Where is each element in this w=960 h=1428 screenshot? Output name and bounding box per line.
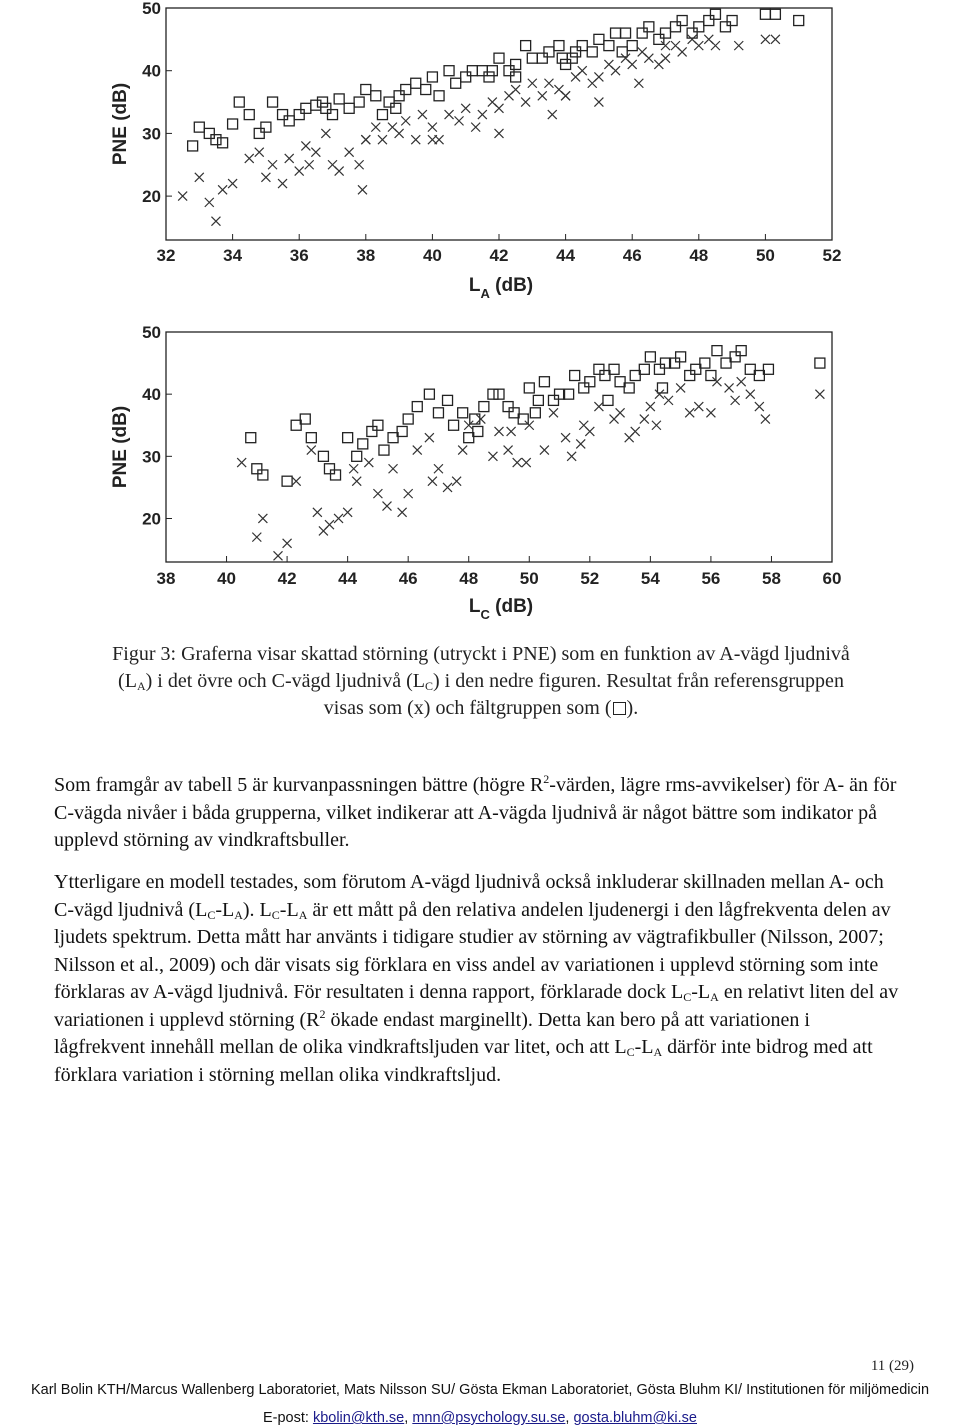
x-point [661, 54, 670, 63]
x-point [725, 383, 734, 392]
square-point [770, 9, 780, 19]
x-point [549, 408, 558, 417]
x-point [371, 123, 380, 132]
square-point [301, 103, 311, 113]
square-point [585, 377, 595, 387]
square-point [621, 28, 631, 38]
x-point [631, 427, 640, 436]
caption-line-3: visas som (x) och fältgruppen som ( ). [323, 697, 639, 719]
x-point [285, 154, 294, 163]
x-tick-label: 42 [277, 569, 297, 588]
x-tick-label: 48 [459, 569, 479, 588]
x-point [364, 458, 373, 467]
x-point [676, 383, 685, 392]
y-axis-label: PNE (dB) [110, 405, 131, 489]
x-tick-label: 50 [519, 569, 539, 588]
x-point [616, 408, 625, 417]
x-tick-label: 58 [761, 569, 781, 588]
square-point [444, 66, 454, 76]
x-point [413, 446, 422, 455]
square-point [433, 408, 443, 418]
x-point [401, 116, 410, 125]
x-point [261, 173, 270, 182]
page-number: 11 (29) [870, 1358, 914, 1374]
square-point [261, 122, 271, 132]
square-point [204, 128, 214, 138]
x-point [178, 192, 187, 201]
square-point [815, 358, 825, 368]
square-point [412, 402, 422, 412]
x-point [292, 477, 301, 486]
square-point [379, 445, 389, 455]
x-point [594, 402, 603, 411]
square-point [760, 9, 770, 19]
plot-frame [166, 332, 832, 562]
x-tick-label: 38 [356, 246, 376, 265]
square-point [294, 110, 304, 120]
square-point [254, 128, 264, 138]
square-point [557, 53, 567, 63]
x-point [378, 135, 387, 144]
x-point [313, 508, 322, 517]
square-point [594, 34, 604, 44]
x-point [361, 135, 370, 144]
y-tick-label: 40 [142, 385, 161, 405]
x-point [521, 98, 530, 107]
square-point [211, 135, 221, 145]
square-point [554, 41, 564, 51]
page-footer [0, 1380, 960, 1428]
x-point [655, 390, 664, 399]
footer-affiliations: Karl Bolin KTH/Marcus Wallenberg Laboratoriet, Mats Nilsson SU/ Gösta Ekman Laboratoriet, Gösta Bluhm KI/ Institutionen för miljömedicin [30, 1382, 930, 1398]
x-point [634, 79, 643, 88]
square-point [530, 408, 540, 418]
x-tick-label: 36 [289, 246, 309, 265]
x-point [389, 464, 398, 473]
x-tick-label: 44 [556, 246, 576, 265]
footer-emails: E-post: kbolin@kth.se, mnn@psychology.su.se, gosta.bluhm@ki.se [262, 1410, 697, 1426]
square-point [331, 470, 341, 480]
square-point [594, 364, 604, 374]
square-point [539, 377, 549, 387]
square-point [324, 464, 334, 474]
square-point [720, 22, 730, 32]
x-point [495, 104, 504, 113]
square-point [188, 141, 198, 151]
x-point [349, 464, 358, 473]
x-tick-label: 50 [755, 246, 775, 265]
x-point [358, 185, 367, 194]
square-point [579, 383, 589, 393]
x-tick-label: 40 [422, 246, 442, 265]
square-point [244, 110, 254, 120]
square-point [354, 97, 364, 107]
square-point [644, 22, 654, 32]
x-point [398, 508, 407, 517]
x-point [815, 390, 824, 399]
square-point [571, 47, 581, 57]
x-tick-label: 40 [217, 569, 237, 588]
x-point [755, 402, 764, 411]
square-point [727, 16, 737, 26]
x-point [495, 427, 504, 436]
square-point [343, 433, 353, 443]
x-point [507, 427, 516, 436]
x-point [513, 458, 522, 467]
square-point [521, 41, 531, 51]
x-point [522, 458, 531, 467]
x-point [579, 421, 588, 430]
x-point [678, 47, 687, 56]
x-point [283, 539, 292, 548]
x-point [311, 148, 320, 157]
x-point [211, 217, 220, 226]
x-point [652, 421, 661, 430]
x-point [576, 439, 585, 448]
square-point [511, 72, 521, 82]
x-point [594, 98, 603, 107]
x-point [455, 116, 464, 125]
x-point [761, 415, 770, 424]
square-point [321, 103, 331, 113]
x-point [195, 173, 204, 182]
square-point [461, 72, 471, 82]
x-point [228, 179, 237, 188]
square-point [710, 9, 720, 19]
x-point [268, 160, 277, 169]
x-point [567, 452, 576, 461]
x-point [418, 110, 427, 119]
square-point [311, 100, 321, 110]
x-point [305, 160, 314, 169]
x-point [252, 533, 261, 542]
square-point [694, 22, 704, 32]
x-tick-label: 60 [822, 569, 842, 588]
x-point [205, 198, 214, 207]
square-point [391, 103, 401, 113]
chart-svg-lc [0, 325, 960, 625]
x-point [578, 66, 587, 75]
x-tick-label: 46 [398, 569, 418, 588]
x-tick-label: 46 [622, 246, 642, 265]
scatter-chart-la [0, 0, 960, 300]
x-point [661, 41, 670, 50]
email-link-kbolin[interactable]: kbolin@kth.se [312, 1410, 405, 1426]
x-point [345, 148, 354, 157]
square-point [479, 402, 489, 412]
x-tick-label: 56 [701, 569, 721, 588]
x-point [255, 148, 264, 157]
square-point [373, 420, 383, 430]
square-point [424, 389, 434, 399]
x-point [488, 452, 497, 461]
x-tick-label: 34 [223, 246, 243, 265]
square-point [685, 371, 695, 381]
square-point [561, 59, 571, 69]
square-point [367, 426, 377, 436]
y-tick-label: 20 [142, 187, 161, 207]
square-point [421, 85, 431, 95]
y-axis-label: PNE (dB) [110, 82, 131, 166]
x-point [428, 123, 437, 132]
x-point [495, 129, 504, 138]
square-point [627, 41, 637, 51]
x-point [548, 110, 557, 119]
square-point [282, 476, 292, 486]
square-point [487, 66, 497, 76]
square-point [234, 97, 244, 107]
x-point [352, 477, 361, 486]
square-point [676, 352, 686, 362]
x-point [434, 464, 443, 473]
square-point [194, 122, 204, 132]
square-point [704, 16, 714, 26]
x-axis-label: $L_A$ (dB) [468, 275, 534, 300]
square-point [434, 91, 444, 101]
x-point [771, 35, 780, 44]
square-point [358, 439, 368, 449]
square-point [344, 103, 354, 113]
x-point [411, 135, 420, 144]
square-point [488, 389, 498, 399]
square-point [611, 28, 621, 38]
square-point [384, 97, 394, 107]
y-tick-label: 20 [142, 509, 161, 529]
x-point [594, 72, 603, 81]
x-tick-label: 44 [338, 569, 358, 588]
caption-line-2: $(L_A)$ i det övre och C-vägd ljudnivå $(L_C)$ i den nedre figuren. Resultat från referensgruppen [118, 670, 844, 693]
x-point [325, 520, 334, 529]
square-point [587, 47, 597, 57]
square-point [548, 395, 558, 405]
x-point [664, 396, 673, 405]
square-point [567, 53, 577, 63]
x-point [640, 415, 649, 424]
square-point [670, 22, 680, 32]
x-point [538, 91, 547, 100]
x-point [458, 446, 467, 455]
y-tick-label: 30 [142, 124, 161, 144]
x-point [237, 458, 246, 467]
square-point [467, 66, 477, 76]
x-point [464, 421, 473, 430]
x-point [611, 66, 620, 75]
square-point [401, 85, 411, 95]
square-point [544, 47, 554, 57]
x-point [395, 129, 404, 138]
x-point [301, 141, 310, 150]
x-point [561, 91, 570, 100]
x-tick-label: 52 [580, 569, 600, 588]
paragraph-2: Ytterligare en modell testades, som förutom A-vägd ljudnivå också inkluderar skillnaden mellan A- och C-vägd ljudnivå $(L_C-L_A)$. $L_C-L_A$ är ett mått på den relativa andelen ljudenergi i den lågfrekventa delen av ljudets spektrum. Detta mått har använts i tidigare studier av störning av vägtrafikbuller (Nilsson, 2007; Nilsson et al., 2009) och där visats sig förklara en viss andel av variationen i upplevd störning som inte förklaras av A-vägd ljudnivå. För resultaten i denna rapport, förklarade dock $L_C-L_A$ en relativt liten del av variationen i upplevd störning ($R^2$ ökade endast marginellt). Detta kan bero på att variationen i lågfrekvent innehåll mellan de olika vindkraftsljuden var litet, och att $L_C-L_A$ därför inte bidrog med att förklara variation i störning mellan olika vindkraftsljud. [54, 871, 899, 1086]
y-tick-label: 30 [142, 447, 161, 467]
x-point [706, 408, 715, 417]
square-point [637, 28, 647, 38]
x-point [694, 402, 703, 411]
x-point [731, 396, 740, 405]
square-marker-icon [613, 702, 626, 715]
square-point [503, 402, 513, 412]
square-point [533, 395, 543, 405]
x-point [278, 179, 287, 188]
x-point [404, 489, 413, 498]
square-point [334, 94, 344, 104]
x-tick-label: 42 [489, 246, 509, 265]
x-tick-label: 38 [156, 569, 176, 588]
square-point [794, 16, 804, 26]
x-point [274, 551, 283, 560]
x-point [321, 129, 330, 138]
x-point [218, 185, 227, 194]
square-point [371, 91, 381, 101]
x-point [471, 123, 480, 132]
email-link-mnn[interactable]: mnn@psychology.su.se [412, 1410, 566, 1426]
square-point [377, 110, 387, 120]
square-point [361, 85, 371, 95]
square-point [427, 72, 437, 82]
x-point [544, 79, 553, 88]
square-point [645, 352, 655, 362]
x-point [712, 377, 721, 386]
x-point [478, 110, 487, 119]
x-point [644, 54, 653, 63]
x-tick-label: 54 [640, 569, 660, 588]
x-point [373, 489, 382, 498]
square-point [218, 138, 228, 148]
square-point [352, 451, 362, 461]
square-point [661, 28, 671, 38]
square-point [537, 53, 547, 63]
x-point [355, 160, 364, 169]
square-point [318, 451, 328, 461]
x-point [694, 41, 703, 50]
caption-line-1: Figur 3: Graferna visar skattad störning (utryckt i PNE) som en funktion av A-vägd ljudnivå [112, 643, 850, 665]
square-point [443, 395, 453, 405]
x-axis-label: $L_C$ (dB) [468, 596, 534, 622]
square-point [246, 433, 256, 443]
square-point [484, 72, 494, 82]
scatter-chart-lc [0, 325, 960, 625]
x-point [504, 446, 513, 455]
square-point [318, 97, 328, 107]
square-point [268, 97, 278, 107]
square-point [451, 78, 461, 88]
square-point [449, 420, 459, 430]
square-point [328, 110, 338, 120]
square-point [403, 414, 413, 424]
square-point [284, 116, 294, 126]
paragraph-1: Som framgår av tabell 5 är kurvanpassningen bättre (högre $R^2$-värden, lägre rms-avvikelser) för A- än för C-vägda nivåer i båda grupperna, vilket indikerar att A-vägda ljudnivå är något bättre som indikator på upplevd störning av vindkraftsbuller. [54, 772, 897, 851]
x-point [734, 41, 743, 50]
x-point [711, 41, 720, 50]
x-point [528, 79, 537, 88]
x-point [452, 477, 461, 486]
square-point [411, 78, 421, 88]
square-point [524, 383, 534, 393]
x-point [425, 433, 434, 442]
email-link-gosta[interactable]: gosta.bluhm@ki.se [573, 1410, 697, 1426]
x-point [343, 508, 352, 517]
square-point [511, 59, 521, 69]
x-point [307, 446, 316, 455]
figure-caption [50, 641, 912, 722]
x-point [335, 167, 344, 176]
square-point [603, 395, 613, 405]
x-point [476, 415, 485, 424]
square-point [278, 110, 288, 120]
square-point [228, 119, 238, 129]
x-point [428, 135, 437, 144]
square-point [494, 53, 504, 63]
x-point [295, 167, 304, 176]
square-point [712, 346, 722, 356]
square-point [527, 53, 537, 63]
square-point [736, 346, 746, 356]
x-point [461, 104, 470, 113]
square-point [306, 433, 316, 443]
x-point [561, 433, 570, 442]
x-point [258, 514, 267, 523]
x-point [525, 421, 534, 430]
square-point [504, 66, 514, 76]
square-point [570, 371, 580, 381]
square-point [394, 91, 404, 101]
y-tick-label: 50 [142, 0, 161, 18]
x-point [382, 502, 391, 511]
plot-frame [166, 8, 832, 240]
x-point [443, 483, 452, 492]
square-point [252, 464, 262, 474]
square-point [458, 408, 468, 418]
x-point [445, 110, 454, 119]
x-point [685, 408, 694, 417]
x-point [761, 35, 770, 44]
square-point [477, 66, 487, 76]
square-point [604, 41, 614, 51]
x-point [646, 402, 655, 411]
x-point [334, 514, 343, 523]
x-tick-label: 52 [822, 246, 842, 265]
x-tick-label: 48 [689, 246, 709, 265]
square-point [494, 389, 504, 399]
x-point [540, 446, 549, 455]
square-point [577, 41, 587, 51]
square-point [258, 470, 268, 480]
x-point [628, 60, 637, 69]
chart-svg-la [0, 0, 960, 300]
y-tick-label: 50 [142, 325, 161, 342]
x-point [428, 477, 437, 486]
x-point [245, 154, 254, 163]
square-point [677, 16, 687, 26]
x-point [746, 390, 755, 399]
x-tick-label: 32 [156, 246, 176, 265]
x-point [511, 85, 520, 94]
x-point [737, 377, 746, 386]
square-point [654, 364, 664, 374]
y-tick-label: 40 [142, 61, 161, 81]
